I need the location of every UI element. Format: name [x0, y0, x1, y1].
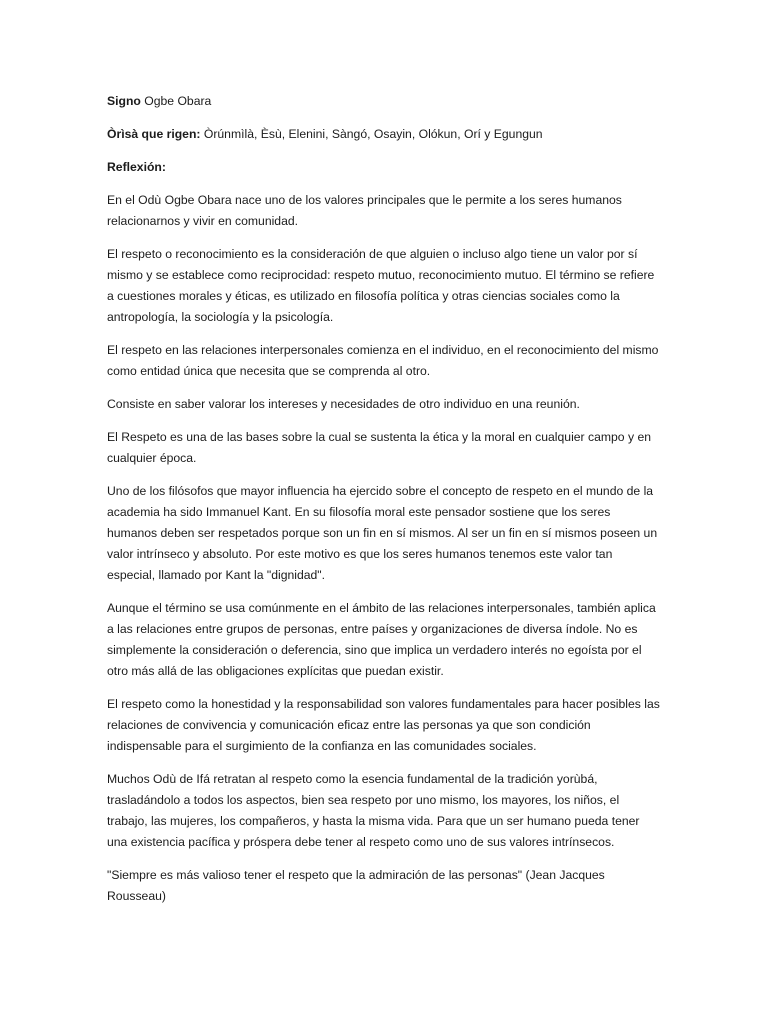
sign-title-value: Ogbe Obara [140, 94, 212, 108]
paragraph-quote: "Siempre es más valioso tener el respeto que la admiración de las personas" (Jean Jacques Rousseau) [107, 868, 605, 903]
reflection-heading: Reflexión: [107, 160, 166, 174]
sign-title-label: Signo [107, 94, 141, 108]
paragraph-definition: El respeto o reconocimiento es la consideración de que alguien o incluso algo tiene un valor por sí mismo y se establece como reciprocidad: respeto mutuo, reconocimiento mutuo. El término se refiere a cuestiones morales y éticas, es utilizado en filosofía política y otras ciencias sociales como la antropología, la sociología y la psicología. [107, 247, 655, 324]
paragraph-values: El respeto como la honestidad y la responsabilidad son valores fundamentales para hacer posibles las relaciones de convivencia y comunicación eficaz entre las personas ya que son condición indispensable para el surgimiento de la confianza en las comunidades sociales. [107, 697, 660, 753]
paragraph-intro: En el Odù Ogbe Obara nace uno de los valores principales que le permite a los seres humanos relacionarnos y vivir en comunidad. [107, 193, 622, 228]
paragraph-odu-ifa: Muchos Odù de Ifá retratan al respeto como la esencia fundamental de la tradición yorùbá, trasladándolo a todos los aspectos, bien sea respeto por uno mismo, los mayores, los niños, el trabajo, las mujeres, los compañeros, y hasta la misma vida. Para que un ser humano pueda tener una existencia pacífica y próspera debe tener al respeto como uno de sus valores intrínsecos. [107, 772, 640, 849]
paragraph-groups: Aunque el término se usa comúnmente en el ámbito de las relaciones interpersonales, también aplica a las relaciones entre grupos de personas, entre países y organizaciones de diversa índole. No es simplemente la consideración o deferencia, sino que implica un verdadero interés no egoísta por el otro más allá de las obligaciones explícitas que puedan existir. [107, 601, 656, 678]
paragraph-interests: Consiste en saber valorar los intereses y necesidades de otro individuo en una reunión. [107, 397, 580, 411]
paragraph-individual: El respeto en las relaciones interpersonales comienza en el individuo, en el reconocimiento del mismo como entidad única que necesita que se comprenda al otro. [107, 343, 659, 378]
document-body [107, 91, 663, 919]
sign-title [107, 91, 663, 112]
orisa-line [107, 124, 663, 145]
paragraph-ethics: El Respeto es una de las bases sobre la cual se sustenta la ética y la moral en cualquier campo y en cualquier época. [107, 430, 652, 465]
paragraph-kant: Uno de los filósofos que mayor influencia ha ejercido sobre el concepto de respeto en el mundo de la academia ha sido Immanuel Kant. En su filosofía moral este pensador sostiene que los seres humanos deben ser respetados porque son un fin en sí mismos. Al ser un fin en sí mismos poseen un valor intrínseco y absoluto. Por este motivo es que los seres humanos tenemos este valor tan especial, llamado por Kant la "dignidad". [107, 484, 658, 582]
orisa-label: Òrìsà que rigen: [107, 127, 201, 141]
orisa-value: Òrúnmìlà, Èsù, Elenini, Sàngó, Osayin, Olókun, Orí y Egungun [200, 127, 543, 141]
